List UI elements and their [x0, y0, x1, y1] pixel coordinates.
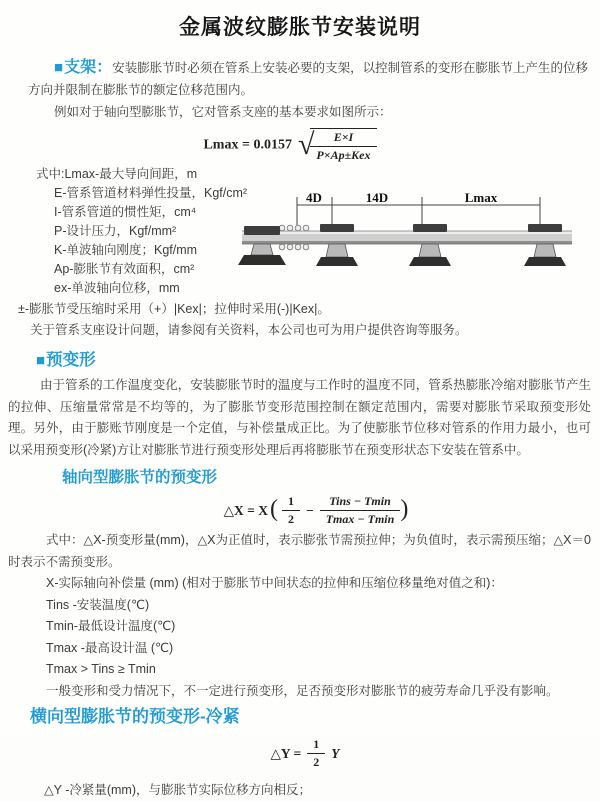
variable-line: 式中:Lmax-最大导向间距，m	[36, 167, 198, 181]
temp-line: Tins -安装温度(℃)	[46, 597, 150, 612]
guide-spacing-formula	[0, 128, 580, 163]
temp-inequality-line: Tmax > Tins ≥ Tmin	[46, 662, 156, 676]
support-intro-text: 安装膨胀节时必须在管系上安装必要的支架，以控制管系的变形在膨胀节上产生的位移方向并限制在膨胀节的额定位移范围内。	[28, 61, 588, 97]
dim-label-4d: 4D	[306, 190, 322, 205]
predeform-heading-text: 预变形	[46, 351, 96, 369]
predeform-section-heading	[36, 349, 600, 372]
variable-line: K-单波轴向刚度；Kgf/mm	[54, 243, 198, 257]
cold-tightening-note: △Y -冷紧量(mm)，与膨胀节实际位移方向相反；	[44, 783, 312, 797]
section-bullet-icon: ■	[36, 352, 46, 369]
close-paren: )	[400, 496, 409, 522]
variable-line: Ap-膨胀节有效面积，cm²	[54, 262, 195, 276]
dim-label-14d: 14D	[365, 190, 389, 205]
section-bullet-icon: ■	[54, 59, 64, 76]
guide-support-icon	[409, 224, 451, 266]
support-example-line: 例如对于轴向型膨胀节，它对管系支座的基本要求如图所示：	[54, 105, 392, 119]
lateral-formula-lhs: △Y =	[270, 745, 302, 761]
page-title: 金属波纹膨胀节安装说明	[179, 16, 421, 39]
predeform-paragraph: 由于管系的工作温度变化，安装膨胀节时的温度与工作时的温度不同，管系热膨胀冷缩对膨胀节产生的拉伸、压缩量常常是不均等的，为了膨胀节变形范围控制在额定范围内，需要对膨胀节采取预变形处理。另外，由于膨账节刚度是一个定值，与补偿量成正比。为了使膨胀节位移对管系的作用力最小，也可以采用预变形(冷紧)方让对膨胀节进行预变形处理后再将膨胀节在预变形状态下安装在管系中。	[8, 378, 591, 457]
half-denominator: 2	[313, 755, 320, 769]
half-denominator: 2	[288, 512, 294, 526]
axial-predeform-heading: 轴向型膨胀节的预变形	[62, 469, 218, 486]
variable-line: P-设计压力，Kgf/mm²	[54, 224, 177, 238]
lateral-predeform-formula	[10, 737, 600, 770]
dim-label-lmax: Lmax	[464, 190, 498, 205]
guide-support-icon	[316, 224, 358, 266]
variable-line: E-管系管道材料弹性投量，Kgf/cm²	[54, 186, 248, 200]
axial-formula-lhs: △X = X	[223, 502, 268, 518]
variable-line: I-管系管道的惯性矩，cm⁴	[54, 205, 197, 219]
support-intro-paragraph	[28, 57, 588, 101]
formula-lhs: Lmax = 0.0157	[203, 137, 292, 153]
formula-variables-block	[36, 165, 600, 298]
kex-sign-rule-line: ±-膨胀节受压缩时采用（+）|Kex|；拉伸时采用(-)|Kex|。	[18, 302, 330, 316]
x-definition-line: X-实际轴向补偿量 (mm) (相对于膨胀节中间状态的拉伸和压缩位移量绝对值之和)：	[46, 576, 503, 590]
axial-explain-paragraph: 式中：△X-预变形量(mm)，△X为正值时，表示膨张节需预拉伸；为负值时，表示需预压缩；△X＝0时表示不需预变形。	[8, 533, 591, 569]
variable-line: ex-单波轴向位移，mm	[54, 281, 180, 295]
formula-denominator: P×Ap±Kex	[316, 148, 371, 162]
formula-numerator: E×I	[310, 130, 376, 147]
sqrt-body	[310, 128, 376, 163]
support-section-heading: 支架：	[64, 59, 113, 76]
half-numerator: 1	[282, 494, 300, 511]
guide-support-icon	[524, 224, 566, 266]
minus-sign: −	[306, 502, 314, 518]
consulting-service-line: 关于管系支座设计问题，请参阅有关资料，本公司也可为用户提供咨询等服务。	[30, 323, 468, 337]
pipe-support-diagram	[240, 191, 596, 277]
temp-line: Tmax -最高设计温 (℃)	[46, 640, 174, 655]
temp-frac-numerator: Tins − Tmin	[320, 494, 401, 511]
temp-frac-denominator: Tmax − Tmin	[325, 512, 395, 526]
half-numerator: 1	[307, 737, 325, 754]
lateral-predeform-heading: 横向型膨胀节的预变形-冷紧	[30, 707, 240, 726]
axial-note-line: 一般变形和受力情况下，不一定进行预变形，足否预变形对膨胀节的疲劳寿命几乎没有影响。	[46, 683, 559, 698]
temp-line: Tmin-最低设计温度(℃)	[46, 619, 176, 633]
lateral-formula-y: Y	[331, 745, 340, 761]
anchor-support-icon	[238, 226, 286, 265]
sqrt-radical-icon: √	[297, 127, 315, 161]
axial-predeform-formula	[30, 494, 600, 527]
open-paren: (	[270, 496, 278, 522]
